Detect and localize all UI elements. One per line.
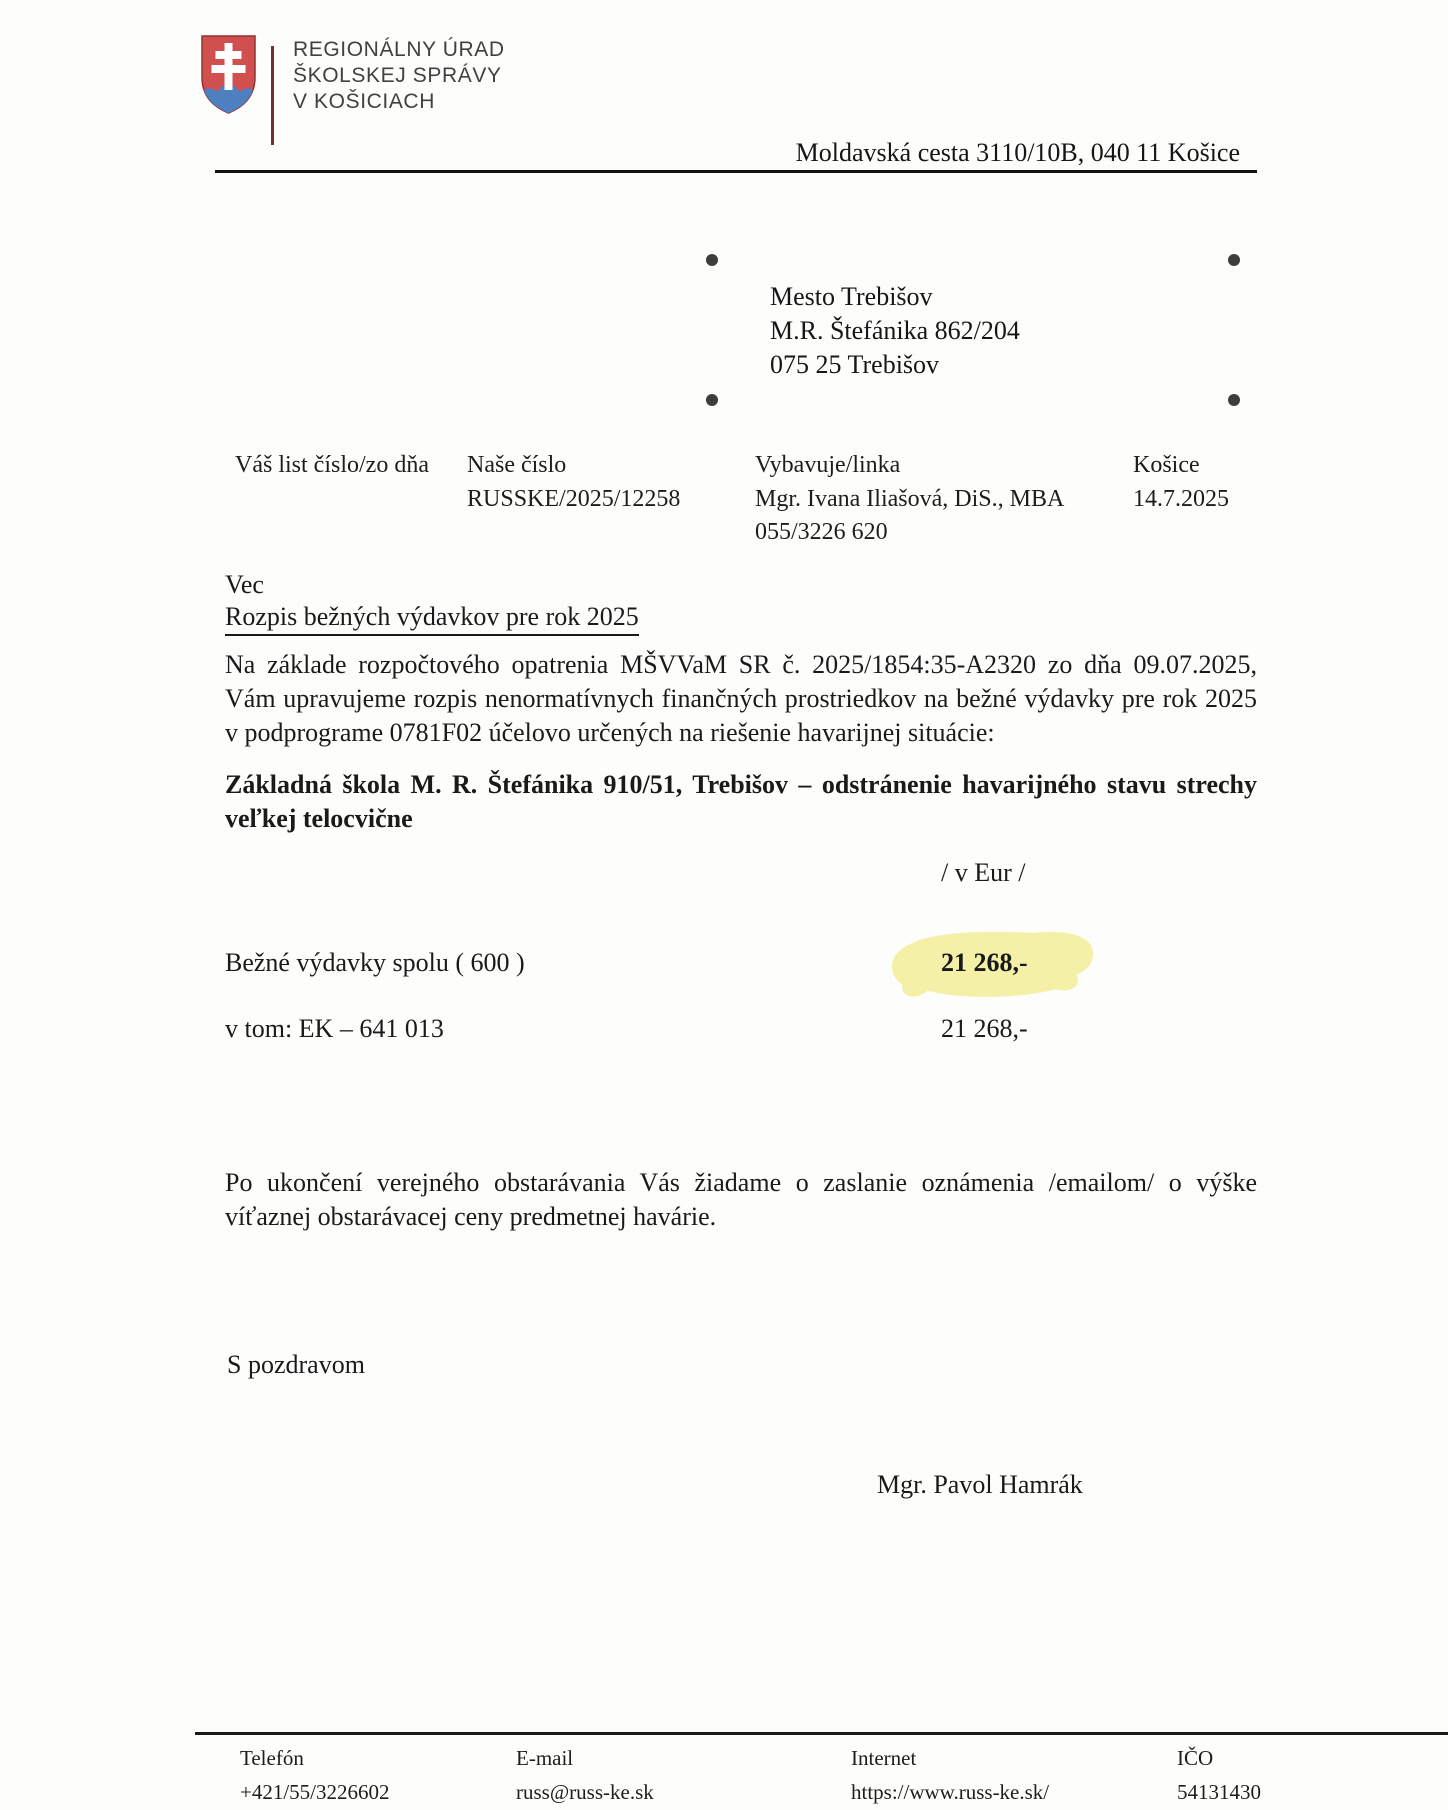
fold-mark-dot: [706, 254, 718, 266]
paragraph-procurement: Po ukončení verejného obstarávania Vás žiadame o zaslanie oznámenia /emailom/ o výške víťaznej obstarávacej ceny predmetnej havárie.: [225, 1168, 1257, 1231]
ref-our-number-value: RUSSKE/2025/12258: [467, 486, 681, 512]
org-name: [293, 37, 505, 115]
subject-title: Rozpis bežných výdavkov pre rok 2025: [225, 602, 639, 636]
ref-handled-by-name: Mgr. Ivana Iliašová, DiS., MBA: [755, 486, 1065, 512]
letterhead-address: Moldavská cesta 3110/10B, 040 11 Košice: [795, 138, 1240, 167]
footer-ico-label: IČO: [1177, 1746, 1214, 1770]
footer-phone-value: +421/55/3226602: [240, 1780, 390, 1804]
amount-row-label: v tom: EK – 641 013: [225, 1014, 444, 1043]
ref-handled-by-phone: 055/3226 620: [755, 519, 888, 545]
letterhead-divider: [271, 46, 274, 145]
recipient-line-2: M.R. Štefánika 862/204: [770, 316, 1020, 345]
org-name-line-3: V KOŠICIACH: [293, 90, 435, 113]
ref-our-number-label: Naše číslo: [467, 452, 567, 478]
org-name-line-2: ŠKOLSKEJ SPRÁVY: [293, 64, 502, 87]
slovak-coat-of-arms-icon: [200, 34, 257, 115]
footer-internet-value: https://www.russ-ke.sk/: [851, 1780, 1050, 1804]
org-name-line-1: REGIONÁLNY ÚRAD: [293, 38, 505, 61]
recipient-line-3: 075 25 Trebišov: [770, 350, 940, 379]
amount-row-value: 21 268,-: [941, 948, 1028, 977]
ref-date-value: 14.7.2025: [1133, 486, 1229, 512]
ref-place-label: Košice: [1133, 452, 1200, 478]
recipient-address: [770, 280, 1020, 382]
paragraph-budget-measure: Na základe rozpočtového opatrenia MŠVVaM SR č. 2025/1854:35-A2320 zo dňa 09.07.2025, Vám upravujeme rozpis nenormatívnych finančných prostriedkov na bežné výdavky pre rok 2025 v podprograme 0781F02 účelovo určených na riešenie havarijnej situácie:: [225, 650, 1257, 747]
footer-email-label: E-mail: [516, 1746, 574, 1770]
closing-salutation: S pozdravom: [227, 1350, 365, 1379]
fold-mark-dot: [1228, 394, 1240, 406]
ref-handled-by-label: Vybavuje/linka: [755, 452, 901, 478]
footer-email-value: russ@russ-ke.sk: [516, 1780, 654, 1804]
footer-ico-value: 54131430: [1177, 1780, 1261, 1804]
currency-note: / v Eur /: [941, 858, 1026, 887]
fold-mark-dot: [706, 394, 718, 406]
letterhead-rule: [215, 170, 1257, 173]
subject-label: Vec: [225, 570, 264, 599]
amount-row-label: Bežné výdavky spolu ( 600 ): [225, 948, 525, 977]
fold-mark-dot: [1228, 254, 1240, 266]
footer-rule: [195, 1732, 1448, 1735]
paragraph-school: Základná škola M. R. Štefánika 910/51, Trebišov – odstránenie havarijného stavu strechy veľkej telocvične: [225, 770, 1257, 833]
signer-name: Mgr. Pavol Hamrák: [877, 1470, 1083, 1499]
footer-internet-label: Internet: [851, 1746, 917, 1770]
footer-phone-label: Telefón: [240, 1746, 304, 1770]
recipient-line-1: Mesto Trebišov: [770, 282, 933, 311]
ref-your-letter-label: Váš list číslo/zo dňa: [235, 452, 429, 478]
amount-row-value: 21 268,-: [941, 1014, 1028, 1043]
